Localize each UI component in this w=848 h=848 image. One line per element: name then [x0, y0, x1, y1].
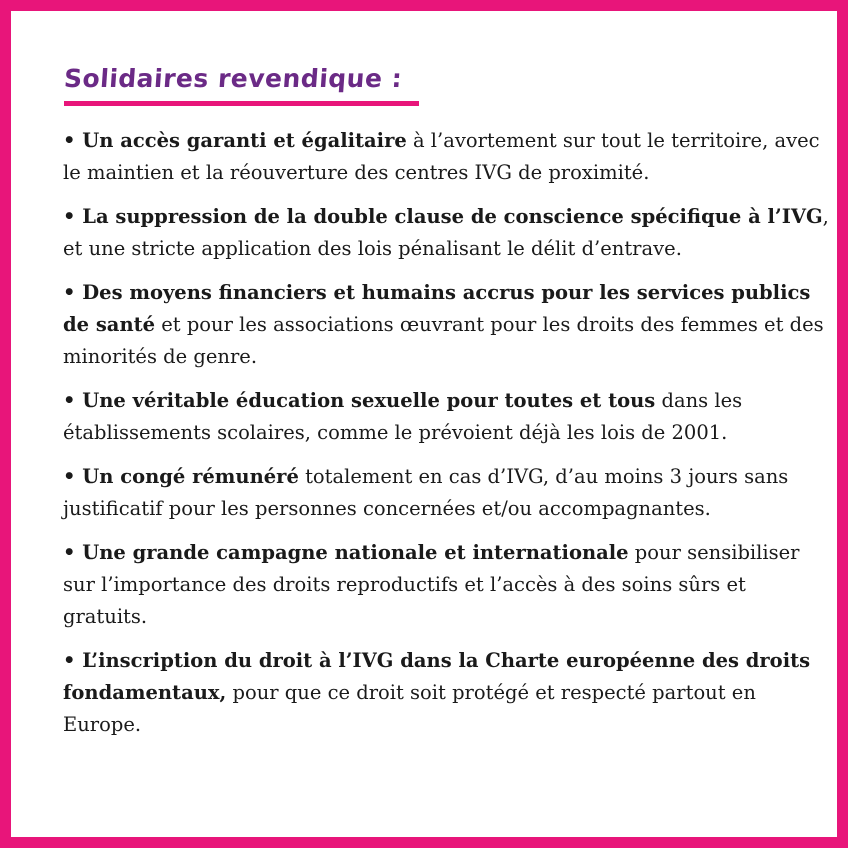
item-text: totalement en cas d’IVG, d’au moins 3 jours sans justificatif pour les personnes concernées et/ou accompagnantes. — [63, 465, 789, 520]
item-text: à l’avortement sur tout le territoire, avec le maintien et la réouverture des centres IVG de proximité. — [63, 129, 820, 184]
list-item — [63, 201, 833, 265]
title-underline — [64, 101, 419, 106]
heading-block — [64, 63, 402, 95]
list-item — [63, 385, 833, 449]
item-text: et pour les associations œuvrant pour les droits des femmes et des minorités de genre. — [63, 313, 824, 368]
item-bold-text: • L’inscription du droit à l’IVG dans la Charte européenne des droits fondamentaux, — [63, 649, 811, 704]
item-text: dans les établissements scolaires, comme le prévoient déjà les lois de 2001. — [63, 389, 743, 444]
page-title: Solidaires revendique : — [63, 64, 404, 93]
demands-list — [63, 125, 833, 753]
item-bold-text: • Des moyens financiers et humains accrus pour les services publics de santé — [63, 281, 811, 336]
item-text: pour que ce droit soit protégé et respecté partout en Europe. — [63, 681, 756, 736]
item-text: , et une stricte application des lois pénalisant le délit d’entrave. — [63, 205, 829, 260]
item-bold-text: • La suppression de la double clause de conscience spécifique à l’IVG — [63, 205, 823, 228]
item-bold-text: • Un congé rémunéré — [63, 465, 299, 488]
item-bold-text: • Une grande campagne nationale et internationale — [63, 541, 629, 564]
list-item — [63, 645, 833, 741]
list-item — [63, 537, 833, 633]
list-item — [63, 277, 833, 373]
item-bold-text: • Un accès garanti et égalitaire — [63, 129, 407, 152]
item-text: pour sensibiliser sur l’importance des droits reproductifs et l’accès à des soins sûrs et gratuits. — [63, 541, 800, 628]
list-item — [63, 125, 833, 189]
list-item — [63, 461, 833, 525]
item-bold-text: • Une véritable éducation sexuelle pour toutes et tous — [63, 389, 656, 412]
